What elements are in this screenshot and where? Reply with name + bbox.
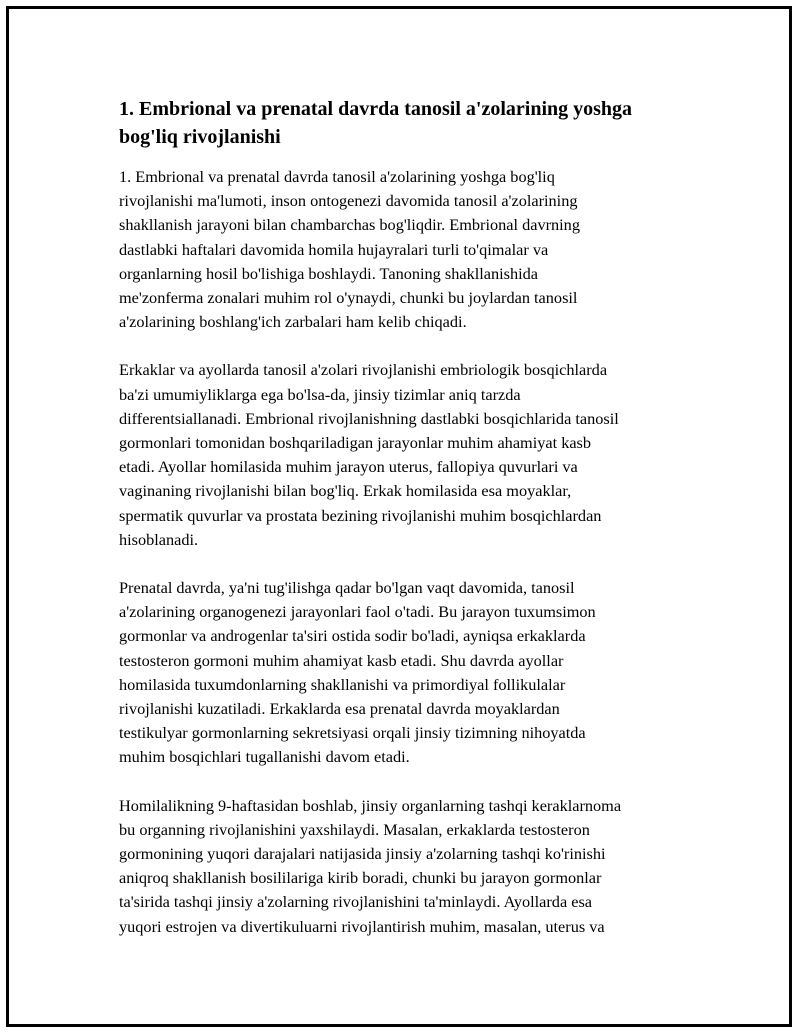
text-line: testosteron gormoni muhim ahamiyat kasb etadi. Shu davrda ayollar — [119, 650, 564, 670]
document-page — [6, 6, 792, 1027]
text-line: vaginaning rivojlanishi bilan bog'liq. Erkak homilasida esa moyaklar, — [119, 481, 572, 501]
text-line: rivojlanishi kuzatiladi. Erkaklarda esa prenatal davrda moyaklardan — [119, 699, 560, 719]
text-line: rivojlanishi ma'lumoti, inson ontogenezi davomida tanosil a'zolarining — [119, 191, 578, 211]
text-line: dastlabki haftalari davomida homila hujayralari turli to'qimalar va — [119, 239, 549, 259]
text-line: yuqori estrojen va divertikuluarni rivojlantirish muhim, masalan, uterus va — [119, 916, 605, 936]
text-line: ba'zi umumiyliklarga ega bo'lsa-da, jinsiy tizimlar aniq tarzda — [119, 384, 521, 404]
text-line: spermatik quvurlar va prostata bezining rivojlanishi muhim bosqichlardan — [119, 505, 602, 525]
paragraph-4 — [119, 794, 699, 939]
text-line: testikulyar gormonlarning sekretsiyasi orqali jinsiy tizimning nihoyatda — [119, 723, 586, 743]
paragraph-1 — [119, 165, 699, 334]
title-line: bog'liq rivojlanishi — [119, 126, 281, 148]
text-line: gormonining yuqori darajalari natijasida jinsiy a'zolarning tashqi ko'rinishi — [119, 844, 606, 864]
text-line: homilasida tuxumdonlarning shakllanishi va primordiyal follikulalar — [119, 674, 566, 694]
text-line: ta'sirida tashqi jinsiy a'zolarning rivojlanishini ta'minlaydi. Ayollarda esa — [119, 892, 593, 912]
text-line: Homilalikning 9-haftasidan boshlab, jinsiy organlarning tashqi keraklarnoma — [119, 795, 622, 815]
text-line: bu organning rivojlanishini yaxshilaydi. Masalan, erkaklarda testosteron — [119, 819, 590, 839]
text-line: 1. Embrional va prenatal davrda tanosil a'zolarining yoshga bog'liq — [119, 167, 555, 186]
text-line: Erkaklar va ayollarda tanosil a'zolari rivojlanishi embriologik bosqichlarda — [119, 360, 608, 380]
text-line: a'zolarining boshlang'ich zarbalari ham kelib chiqadi. — [119, 312, 467, 332]
text-line: me'zonferma zonalari muhim rol o'ynaydi, chunki bu joylardan tanosil — [119, 288, 578, 308]
text-line: a'zolarining organogenezi jarayonlari faol o'tadi. Bu jarayon tuxumsimon — [119, 602, 596, 622]
document-body — [119, 95, 699, 963]
text-line: organlarning hosil bo'lishiga boshlaydi. Tanoning shakllanishida — [119, 263, 539, 283]
text-line: etadi. Ayollar homilasida muhim jarayon uterus, fallopiya quvurlari va — [119, 457, 578, 477]
text-line: differentsiallanadi. Embrional rivojlanishning dastlabki bosqichlarida tanosil — [119, 408, 619, 428]
text-line: gormonlar va androgenlar ta'siri ostida sodir bo'ladi, ayniqsa erkaklarda — [119, 626, 586, 646]
text-line: shakllanish jarayoni bilan chambarchas bog'liqdir. Embrional davrning — [119, 215, 580, 235]
title-line: 1. Embrional va prenatal davrda tanosil a'zolarining yoshga — [119, 98, 633, 120]
document-title — [119, 95, 699, 151]
text-line: aniqroq shakllanish bosililariga kirib boradi, chunki bu jarayon gormonlar — [119, 868, 602, 888]
text-line: gormonlari tomonidan boshqariladigan jarayonlar muhim ahamiyat kasb — [119, 433, 592, 453]
paragraph-2 — [119, 358, 699, 552]
paragraph-3 — [119, 576, 699, 770]
text-line: hisoblanadi. — [119, 529, 199, 549]
text-line: Prenatal davrda, ya'ni tug'ilishga qadar bo'lgan vaqt davomida, tanosil — [119, 578, 575, 598]
text-line: muhim bosqichlari tugallanishi davom etadi. — [119, 747, 410, 767]
